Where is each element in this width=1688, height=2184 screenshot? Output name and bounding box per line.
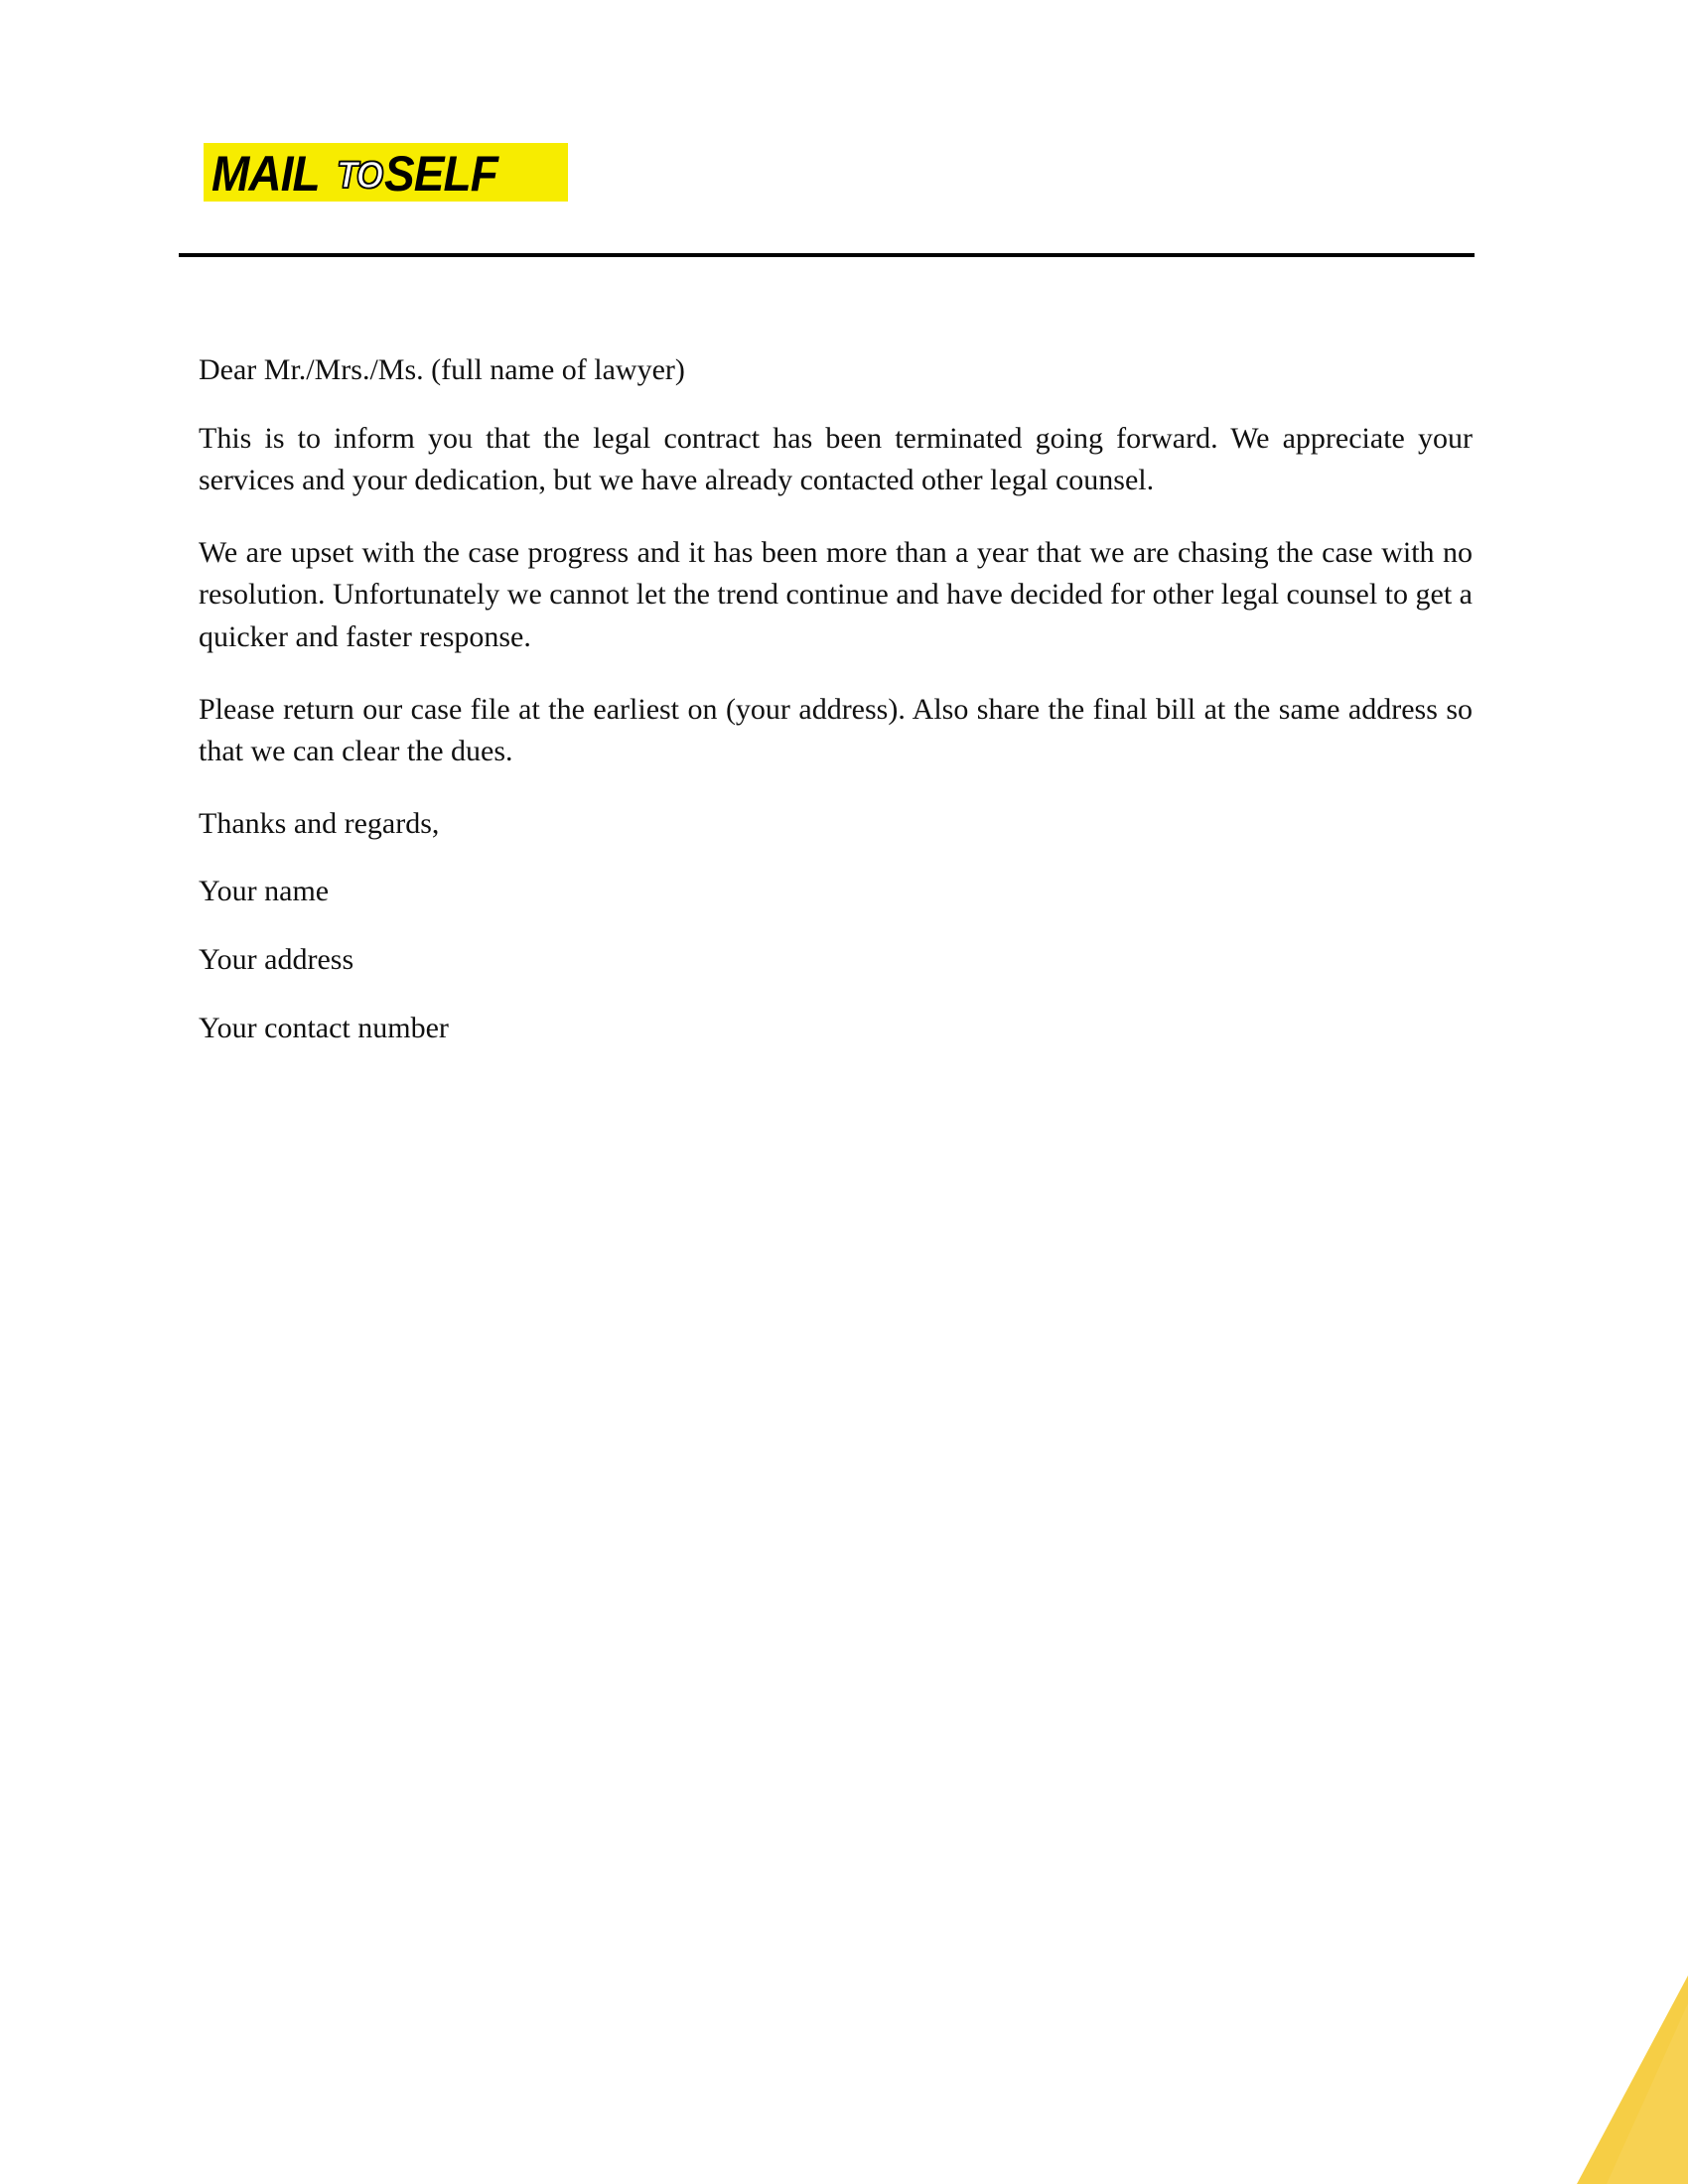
letter-sender-address: Your address [199,942,354,976]
letter-content [199,349,1473,1075]
logo-wordmark [204,143,568,202]
letter-header [0,0,1688,268]
logo-text-self: SELF [384,146,497,202]
letter-paragraph-2: We are upset with the case progress and it has been more than a year that we are chasing the case with no resolution. Unfortunately we cannot let the trend continue and have decided for other legal counsel to get a quicker and faster response. [199,535,1473,653]
letter-sender-name: Your name [199,875,330,908]
letter-salutation: Dear Mr./Mrs./Ms. (full name of lawyer) [199,353,685,386]
letter-paragraph-3: Please return our case file at the earliest on (your address). Also share the final bill at the same address so that we can clear the dues. [199,692,1473,768]
logo-text-mail: MAIL [211,146,320,202]
letter-closing: Thanks and regards, [199,806,440,840]
logo-text-to: TO [337,155,383,197]
header-divider-rule [179,253,1475,257]
letter-paragraph-1: This is to inform you that the legal contract has been terminated going forward. We appreciate your services and your dedication, but we have already contacted other legal counsel. [199,421,1473,497]
corner-wedge-decoration [1559,1976,1688,2184]
letter-sender-contact: Your contact number [199,1011,449,1044]
mailtoself-logo [204,143,568,202]
